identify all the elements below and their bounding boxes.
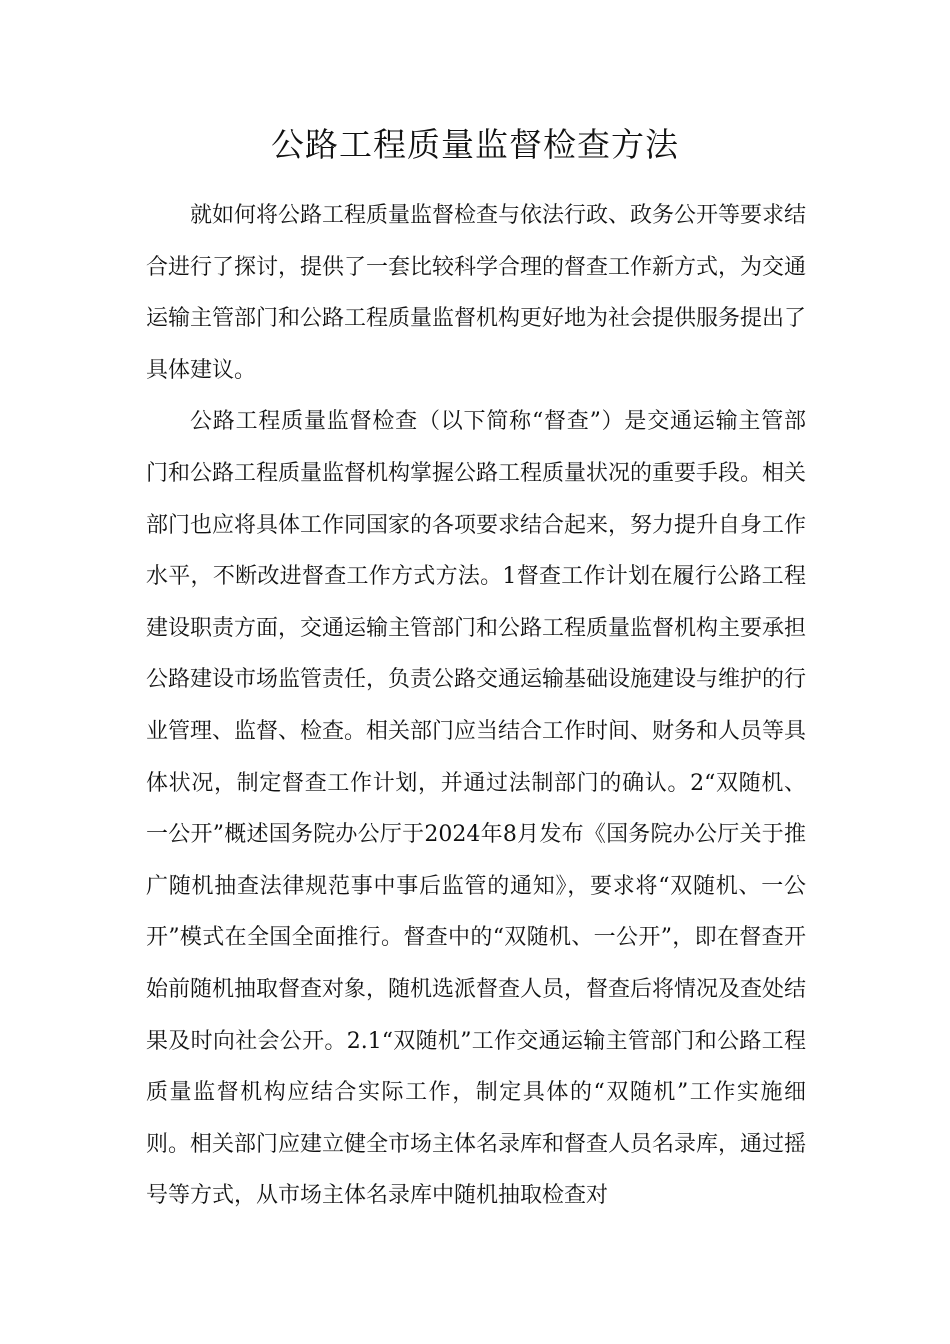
document-title: 公路工程质量监督检查方法 xyxy=(271,125,679,164)
paragraph-intro: 就如何将公路工程质量监督检查与依法行政、政务公开等要求结合进行了探讨，提供了一套比较科学合理的督查工作新方式，为交通运输主管部门和公路工程质量监督机构更好地为社会提供服务提出了具体建议。 xyxy=(146,203,807,383)
document-body xyxy=(146,190,806,1222)
paragraph-main: 公路工程质量监督检查（以下简称“督查”）是交通运输主管部门和公路工程质量监督机构掌握公路工程质量状况的重要手段。相关部门也应将具体工作同国家的各项要求结合起来，努力提升自身工作水平，不断改进督查工作方式方法。1督查工作计划在履行公路工程建设职责方面，交通运输主管部门和公路工程质量监督机构主要承担公路建设市场监管责任，负责公路交通运输基础设施建设与维护的行业管理、监督、检查。相关部门应当结合工作时间、财务和人员等具体状况，制定督查工作计划，并通过法制部门的确认。2“双随机、一公开”概述国务院办公厅于2024年8月发布《国务院办公厅关于推广随机抽查法律规范事中事后监管的通知》，要求将“双随机、一公开”模式在全国全面推行。督查中的“双随机、一公开”，即在督查开始前随机抽取督查对象，随机选派督查人员，督查后将情况及查处结果及时向社会公开。2.1“双随机”工作交通运输主管部门和公路工程质量监督机构应结合实际工作，制定具体的“双随机”工作实施细则。相关部门应建立健全市场主体名录库和督查人员名录库，通过摇号等方式，从市场主体名录库中随机抽取检查对 xyxy=(146,409,807,1209)
